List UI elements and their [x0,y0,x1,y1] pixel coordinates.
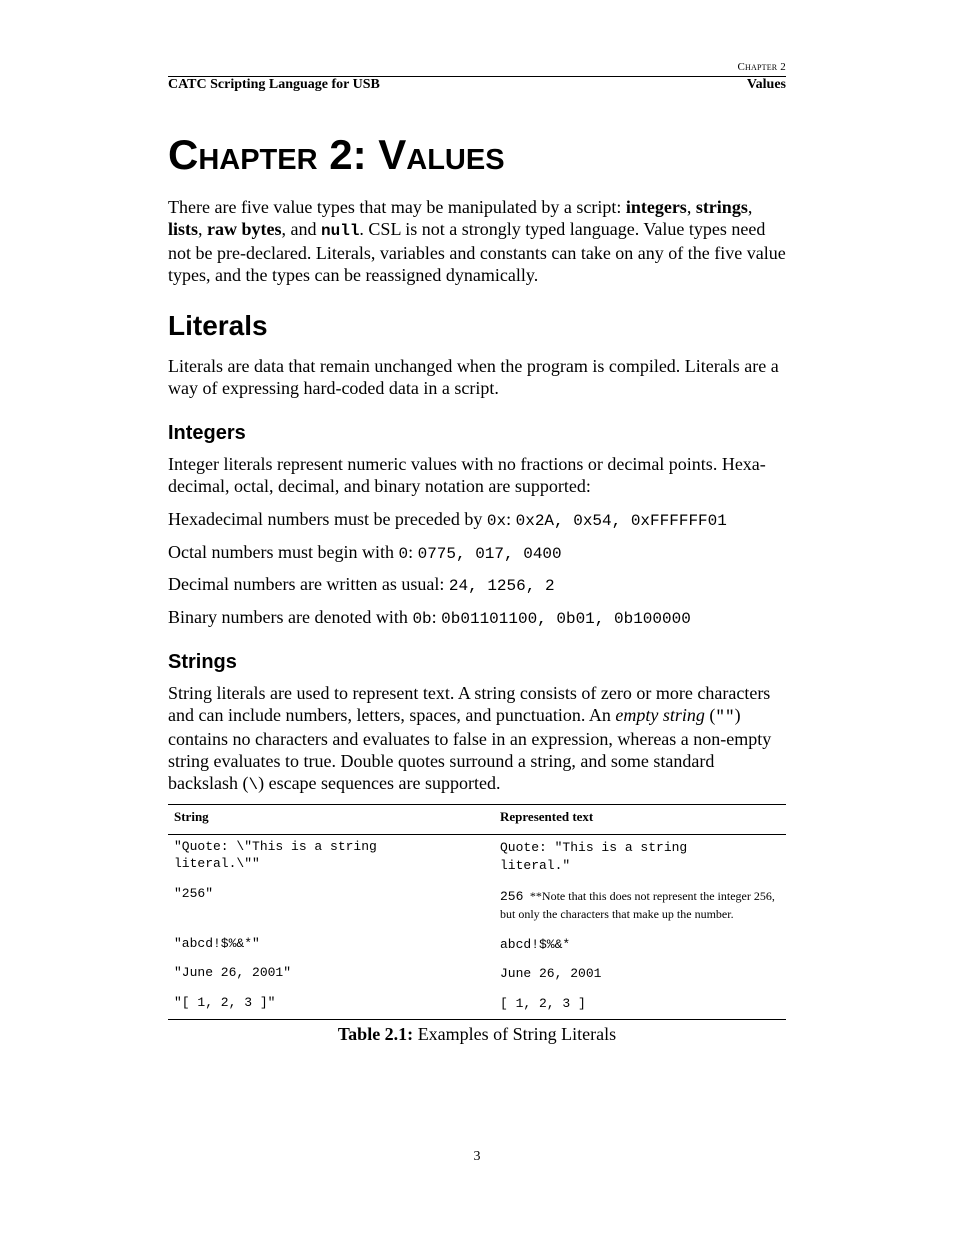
strings-heading: Strings [168,651,237,673]
integers-heading: Integers [168,422,246,444]
column-header-string: String [174,809,209,824]
hex-line: Hexadecimal numbers must be preceded by 0x: 0x2A, 0x54, 0xFFFFFF01 [168,509,727,530]
represented-text-cell: June 26, 2001 [500,966,602,981]
table-note: **Note that this does not represent the integer 256, but only the characters that make up the number. [500,889,775,921]
running-header [168,76,786,94]
chapter-title: Chapter 2: Values [168,131,505,178]
binary-line: Binary numbers are denoted with 0b: 0b01101100, 0b01, 0b100000 [168,607,691,628]
string-cell: "256" [174,886,214,901]
header-book-title: CATC Scripting Language for USB [168,77,380,92]
string-literals-table [168,804,786,1020]
represented-text-cell: [ 1, 2, 3 ] [500,996,586,1011]
column-header-represented-text: Represented text [500,809,594,824]
represented-text-cell: Quote: "This is a string literal." [500,840,688,873]
literals-heading: Literals [168,310,268,341]
integers-paragraph: Integer literals represent numeric values with no fractions or decimal points. Hexa-decimal, octal, decimal, and binary notation are supported: [168,454,766,496]
literals-paragraph: Literals are data that remain unchanged when the program is compiled. Literals are a way of expressing hard-coded data in a script. [168,356,779,398]
table-caption: Table 2.1: Examples of String Literals [337,1024,617,1044]
header-section: Values [746,77,786,92]
string-cell: "abcd!$%&*" [174,936,260,951]
string-cell: "[ 1, 2, 3 ]" [174,995,276,1010]
strings-paragraph: String literals are used to represent text. A string consists of zero or more characters and can include numbers, letters, spaces, and punctuation. An empty string ("") contains no characters and evaluates to false in an expression, whereas a non-empty string evaluates to true. Double quotes surround a string, and some standard backslash (\) escape sequences are supported. [168,683,772,794]
table-header-row [168,805,786,835]
string-cell: "Quote: \"This is a string literal.\"" [174,839,377,871]
header-chapter-label: Chapter 2 [737,61,786,73]
represented-text-cell: 256 **Note that this does not represent the integer 256, but only the characters that make up the number. [500,889,775,921]
string-cell: "June 26, 2001" [174,965,292,980]
octal-line: Octal numbers must begin with 0: 0775, 017, 0400 [168,542,562,563]
decimal-line: Decimal numbers are written as usual: 24, 1256, 2 [168,574,555,595]
represented-text-cell: abcd!$%&* [500,937,571,952]
intro-paragraph: There are five value types that may be manipulated by a script: integers, strings, lists, raw bytes, and null. CSL is not a strongly typed language. Value types need not be pre-declared. Literals, variables and constants can take on any of the five value types, and the types can be reassigned dynamically. [168,197,786,285]
page-number: 3 [473,1149,481,1164]
